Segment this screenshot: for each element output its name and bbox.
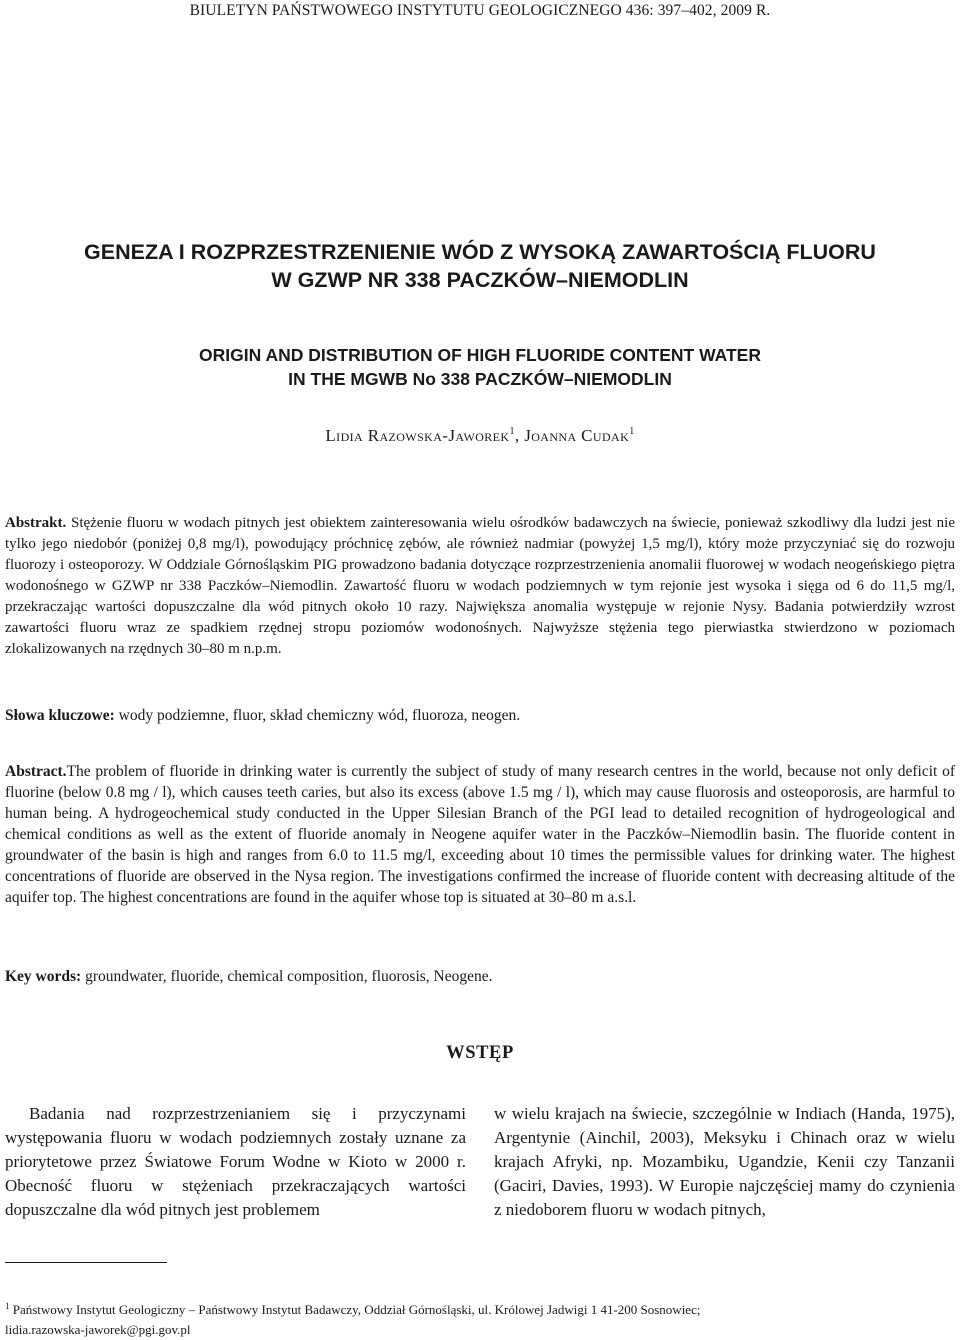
author-separator: , — [514, 426, 525, 445]
intro-column-left: Badania nad rozprzestrzenianiem się i przyczynami występowania fluoru w wodach podziemnych zostały uznane za priorytetowe przez Światowe Forum Wodne w Kioto w 2000 r. Obecność fluoru w stężeniach przekraczających wartości dopuszczalne dla wód pitnych jest problemem — [5, 1104, 466, 1219]
abstract-english — [5, 761, 955, 908]
affiliation-mark: 1 — [509, 426, 515, 437]
keywords-english-text: groundwater, fluoride, chemical composition, fluorosis, Neogene. — [81, 968, 493, 985]
author-list — [0, 426, 960, 446]
keywords-english-label: Key words: — [5, 968, 82, 985]
abstract-polish-text: Stężenie fluoru w wodach pitnych jest obiektem zainteresowania wielu ośrodków badawczych na świecie, ponieważ szkodliwy dla ludzi jest nie tylko jego niedobór (poniżej 0,8 mg/l), powodujący próchnicę zębów, ale również nadmiar (powyżej 1,5 mg/l), który może przyczyniać się do rozwoju fluorozy i osteoporozy. W Oddziale Górnośląskim PIG prowadzono badania dotyczące rozprzestrzenienia anomalii fluorowej w wodach neogeńskiego piętra wodonośnego w GZWP nr 338 Paczków–Niemodlin. Zawartość fluoru w wodach podziemnych w tym rejonie jest wysoka i sięga od 6 do 11,5 mg/l, przekraczając wartości dopuszczalne dla wód pitnych około 10 razy. Największa anomalia występuje w rejonie Nysy. Badania potwierdziły wzrost zawartości fluoru wraz ze spadkiem rzędnej stropu poziomów wodonośnych. Najwyższe stężenia tego pierwiastka stwierdzono w poziomach zlokalizowanych na rzędnych 30–80 m n.p.m. — [5, 515, 955, 657]
keywords-polish-text: wody podziemne, fluor, skład chemiczny wód, fluoroza, neogen. — [114, 707, 521, 724]
footnote-affiliation — [5, 1296, 955, 1320]
abstract-english-label: Abstract. — [5, 763, 67, 780]
footnote — [5, 1296, 955, 1340]
abstract-english-text: The problem of fluoride in drinking water is currently the subject of study of many research centres in the world, because not only deficit of fluorine (below 0.8 mg / l), which causes teeth caries, but also its excess (above 1.5 mg / l), which may cause fluorosis and osteoporosis, are harmful to human being. A hydrogeochemical study conducted in the Upper Silesian Branch of the PGI lead to detailed recognition of hydrogeological and chemical conditions as well as the extent of fluoride anomaly in Neogene aquifer water in the Paczków–Niemodlin basin. The fluoride content in groundwater of the basin is high and ranges from 6.0 to 11.5 mg/l, exceeding about 10 times the permissible values for drinking water. The highest concentrations of fluoride are observed in the Nysa region. The investigations confirmed the increase of fluoride content with decreasing altitude of the aquifer top. The highest concentrations are found in the aquifer whose top is situated at 30–80 m a.s.l. — [5, 763, 955, 906]
journal-header: BIULETYN PAŃSTWOWEGO INSTYTUTU GEOLOGICZNEGO 436: 397–402, 2009 R. — [189, 2, 771, 19]
keywords-polish-label: Słowa kluczowe: — [5, 707, 115, 724]
title-english — [0, 343, 960, 391]
abstract-polish-label: Abstrakt. — [5, 515, 67, 531]
footnote-email[interactable]: lidia.razowska-jaworek@pgi.gov.pl — [5, 1322, 191, 1337]
title-english-line-2: IN THE MGWB No 338 PACZKÓW–NIEMODLIN — [288, 369, 672, 389]
intro-column-right: w wielu krajach na świecie, szczególnie w Indiach (Handa, 1975), Argentynie (Ainchil, 2003), Meksyku i Chinach oraz w wielu krajach Afryki, np. Mozambiku, Ugandzie, Kenii czy Tanzanii (Gaciri, Davies, 1993). W Europie najczęściej mamy do czynienia z niedoborem fluoru w wodach pitnych, — [494, 1104, 955, 1219]
affiliation-mark: 1 — [629, 426, 635, 437]
footnote-text: Państwowy Instytut Geologiczny – Państwowy Instytut Badawczy, Oddział Górnośląski, ul. Królowej Jadwigi 1 41-200 Sosnowiec; — [9, 1302, 701, 1317]
title-polish-line-2: W GZWP NR 338 PACZKÓW–NIEMODLIN — [271, 268, 689, 292]
footnote-divider — [5, 1262, 167, 1263]
section-heading: WSTĘP — [446, 1043, 514, 1063]
abstract-polish — [5, 513, 955, 660]
author-name: Lidia Razowska-Jaworek — [325, 426, 510, 445]
author-name: Joanna Cudak — [524, 426, 630, 445]
title-polish-line-1: GENEZA I ROZPRZESTRZENIENIE WÓD Z WYSOKĄ ZAWARTOŚCIĄ FLUORU — [84, 240, 876, 264]
title-english-line-1: ORIGIN AND DISTRIBUTION OF HIGH FLUORIDE CONTENT WATER — [199, 345, 761, 365]
title-polish — [0, 238, 960, 294]
keywords-english — [5, 966, 955, 987]
footnote-mark: 1 — [5, 1301, 10, 1311]
keywords-polish — [5, 705, 955, 726]
